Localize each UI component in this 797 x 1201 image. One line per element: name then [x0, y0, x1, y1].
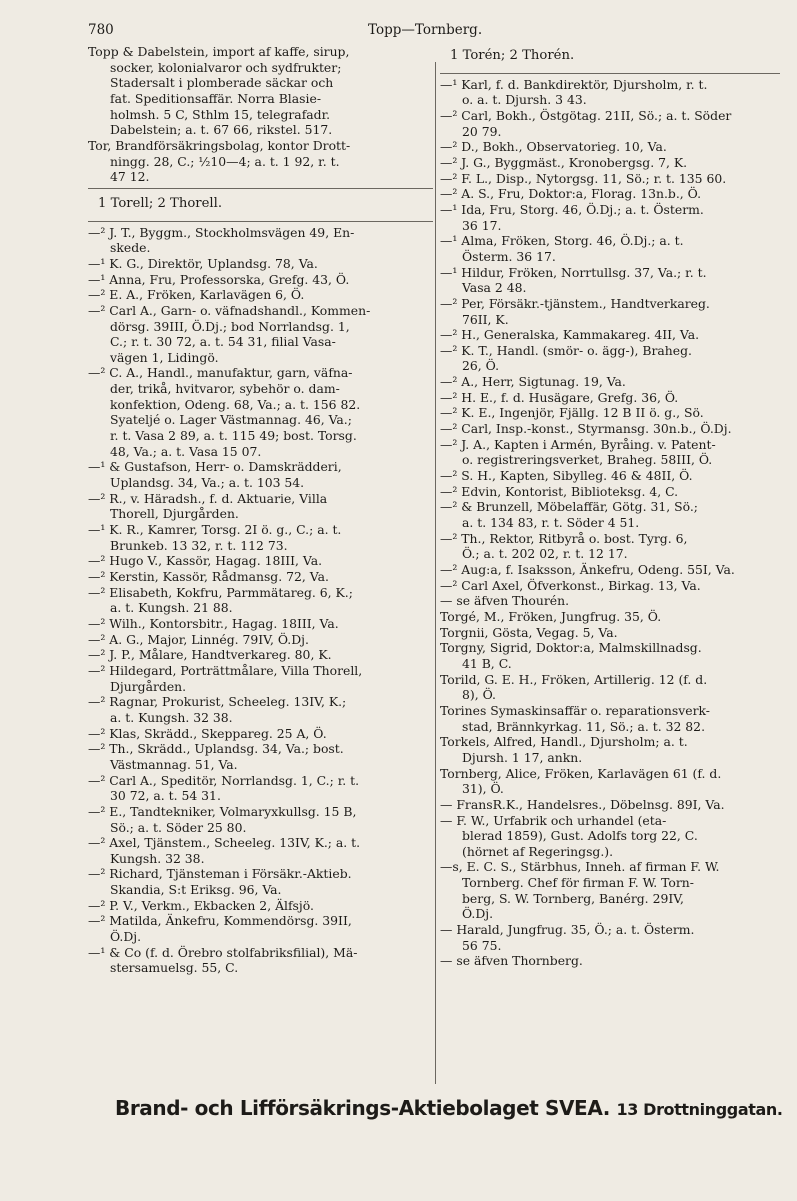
- directory-entry: [440, 186, 780, 202]
- entry-line: —² A. S., Fru, Doktor:a, Florag. 13n.b., Ö.: [440, 186, 702, 202]
- directory-entry: [88, 553, 433, 569]
- directory-entry: [440, 343, 780, 374]
- entry-line: —² Edvin, Kontorist, Biblioteksg. 4, C.: [440, 483, 679, 499]
- entry-line: —² Carl, Bokh., Östgötag. 21II, Sö.; a. t. Söder: [440, 107, 732, 123]
- entry-line: — se äfven Thourén.: [440, 593, 570, 609]
- entry-line: —² Matilda, Änkefru, Kommendörsg. 39II,: [88, 913, 352, 929]
- directory-entry: [440, 562, 780, 578]
- entry-line: —² Kerstin, Kassör, Rådmansg. 72, Va.: [88, 569, 329, 584]
- directory-entry: [88, 945, 433, 976]
- directory-entry: [88, 138, 433, 185]
- directory-entry: [88, 663, 433, 694]
- directory-entry: [88, 256, 433, 272]
- entry-line: Torkels, Alfred, Handl., Djursholm; a. t.: [440, 734, 688, 750]
- entry-continuation-line: r. t. Vasa 2 89, a. t. 115 49; bost. Torsg.: [110, 428, 357, 444]
- directory-entry: [440, 265, 780, 296]
- entry-continuation-line: der, trikå, hvitvaror, sybehör o. dam-: [110, 381, 340, 397]
- entry-continuation-line: 56 75.: [462, 937, 502, 953]
- entry-continuation-line: skede.: [110, 240, 151, 256]
- entry-continuation-line: fat. Speditionsaffär. Norra Blasie-: [110, 90, 322, 106]
- entry-line: Torgé, M., Fröken, Jungfrug. 35, Ö.: [440, 608, 662, 624]
- directory-entry: [440, 155, 780, 171]
- entry-continuation-line: 26, Ö.: [462, 358, 500, 374]
- entry-line: —² Elisabeth, Kokfru, Parmmätareg. 6, K.;: [88, 584, 353, 600]
- directory-entry: [88, 616, 433, 632]
- entry-line: —² Axel, Tjänstem., Scheeleg. 13IV, K.; a. t.: [88, 835, 361, 851]
- directory-entry: [88, 835, 433, 866]
- entry-continuation-line: Ö.Dj.: [462, 906, 494, 922]
- column-divider: [435, 62, 436, 1084]
- entry-line: — F. W., Urfabrik och urhandel (eta-: [440, 812, 667, 828]
- directory-entry: [88, 726, 433, 742]
- entry-line: —² Carl Axel, Öfverkonst., Birkag. 13, Va.: [440, 577, 701, 593]
- directory-entry: [88, 866, 433, 897]
- directory-entry: [440, 405, 780, 421]
- entry-line: —² A. G., Major, Linnég. 79IV, Ö.Dj.: [88, 631, 309, 647]
- entry-continuation-line: Skandia, S:t Eriksg. 96, Va.: [110, 882, 282, 898]
- entry-line: —² Carl A., Garn- o. väfnadshandl., Kommen-: [88, 302, 371, 318]
- entry-line: —² P. V., Verkm., Ekbacken 2, Älfsjö.: [88, 897, 314, 913]
- entry-line: — FransR.K., Handelsres., Döbelnsg. 89I, Va.: [440, 796, 725, 812]
- entry-line: Tornberg, Alice, Fröken, Karlavägen 61 (f. d.: [440, 765, 722, 781]
- entry-line: —² J. G., Byggmäst., Kronobergsg. 7, K.: [440, 154, 688, 170]
- directory-entry: [88, 522, 433, 553]
- entry-line: —² K. T., Handl. (smör- o. ägg-), Braheg.: [440, 342, 692, 358]
- entry-line: —¹ K. R., Kamrer, Torsg. 2I ö. g., C.; a. t.: [88, 522, 342, 538]
- directory-entry: [440, 499, 780, 530]
- entry-line: —² Hildegard, Porträttmålare, Villa Thorell,: [88, 662, 363, 678]
- entry-continuation-line: Thorell, Djurgården.: [110, 506, 239, 522]
- entry-continuation-line: a. t. 134 83, r. t. Söder 4 51.: [462, 515, 640, 531]
- directory-entry: [88, 303, 433, 366]
- directory-entry: [440, 859, 780, 922]
- entry-line: —² F. L., Disp., Nytorgsg. 11, Sö.; r. t. 135 60.: [440, 170, 727, 186]
- directory-entry: [88, 459, 433, 490]
- entry-continuation-line: holmsh. 5 C, Sthlm 15, telegrafadr.: [110, 106, 331, 122]
- entry-continuation-line: o. a. t. Djursh. 3 43.: [462, 92, 587, 108]
- entry-continuation-line: Kungsh. 32 38.: [110, 850, 205, 866]
- entry-line: — Harald, Jungfrug. 35, Ö.; a. t. Österm.: [440, 922, 695, 938]
- directory-entry: [440, 578, 780, 594]
- entry-continuation-line: dörsg. 39III, Ö.Dj.; bod Norrlandsg. 1,: [110, 318, 350, 334]
- advertisement-text: Brand- och Lifförsäkrings-Aktiebolaget SVEA.: [115, 1096, 610, 1120]
- entry-continuation-line: Västmannag. 51, Va.: [110, 756, 238, 772]
- section-rule: [88, 188, 433, 189]
- directory-entry: [88, 647, 433, 663]
- entry-continuation-line: C.; r. t. 30 72, a. t. 54 31, filial Vasa-: [110, 334, 336, 350]
- entry-line: —¹ & Gustafson, Herr- o. Damskrädderi,: [88, 459, 342, 475]
- directory-entry: [440, 484, 780, 500]
- entry-continuation-line: Stadersalt i plomberade säckar och: [110, 75, 334, 91]
- directory-entry: [88, 585, 433, 616]
- entry-line: —² Per, Försäkr.-tjänstem., Handtverkareg.: [440, 295, 710, 311]
- entry-continuation-line: Uplandsg. 34, Va.; a. t. 103 54.: [110, 475, 305, 491]
- entry-line: —² S. H., Kapten, Sibylleg. 46 & 48II, Ö.: [440, 468, 693, 484]
- directory-entry: [440, 703, 780, 734]
- entry-line: —² Aug:a, f. Isaksson, Änkefru, Odeng. 55I, Va.: [440, 562, 735, 577]
- directory-entry: [440, 233, 780, 264]
- entry-continuation-line: berg, S. W. Tornberg, Banérg. 29IV,: [462, 890, 684, 906]
- directory-entry: [88, 694, 433, 725]
- directory-entry: [440, 609, 780, 625]
- entry-line: Tor, Brandförsäkringsbolag, kontor Drott-: [88, 137, 351, 153]
- directory-entry: [440, 797, 780, 813]
- directory-entry: [440, 625, 780, 641]
- entry-continuation-line: ningg. 28, C.; ½10—4; a. t. 1 92, r. t.: [110, 153, 340, 169]
- directory-entry: [88, 804, 433, 835]
- directory-entry: [88, 44, 433, 138]
- entry-line: —² Carl A., Speditör, Norrlandsg. 1, C.; r. t.: [88, 772, 360, 788]
- directory-entry: [88, 365, 433, 459]
- directory-entry: [440, 108, 780, 139]
- entry-line: —² A., Herr, Sigtunag. 19, Va.: [440, 374, 626, 390]
- directory-entry: [440, 953, 780, 969]
- left-top-entries: [88, 44, 433, 185]
- entry-continuation-line: 36 17.: [462, 217, 502, 233]
- entry-continuation-line: Österm. 36 17.: [462, 248, 556, 264]
- entry-line: —¹ Ida, Fru, Storg. 46, Ö.Dj.; a. t. Österm.: [440, 201, 704, 217]
- left-entries: [88, 225, 433, 977]
- entry-line: —² K. E., Ingenjör, Fjällg. 12 B II ö. g., Sö.: [440, 405, 704, 421]
- entry-continuation-line: a. t. Kungsh. 32 38.: [110, 709, 233, 725]
- directory-entry: [440, 531, 780, 562]
- directory-entry: [440, 390, 780, 406]
- entry-continuation-line: 31), Ö.: [462, 781, 504, 797]
- entry-line: —s, E. C. S., Stärbhus, Inneh. af firman F. W.: [440, 859, 720, 875]
- directory-entry: [440, 593, 780, 609]
- entry-continuation-line: Djursh. 1 17, ankn.: [462, 749, 583, 765]
- entry-line: —² D., Bokh., Observatorieg. 10, Va.: [440, 139, 667, 155]
- directory-entry: [440, 437, 780, 468]
- directory-entry: [440, 139, 780, 155]
- entry-line: —² Carl, Insp.-konst., Styrmansg. 30n.b., Ö.Dj.: [440, 421, 732, 437]
- directory-entry: [440, 374, 780, 390]
- directory-entry: [88, 491, 433, 522]
- entry-continuation-line: 48, Va.; a. t. Vasa 15 07.: [110, 443, 262, 459]
- entry-continuation-line: (hörnet af Regeringsg.).: [462, 843, 614, 859]
- directory-entry: [88, 741, 433, 772]
- entry-line: Torild, G. E. H., Fröken, Artillerig. 12 (f. d.: [440, 671, 708, 687]
- right-entries: [440, 77, 780, 969]
- entry-continuation-line: a. t. Kungsh. 21 88.: [110, 600, 233, 616]
- entry-line: Torines Symaskinsaffär o. reparationsverk-: [440, 702, 710, 718]
- entry-line: Torgnii, Gösta, Vegag. 5, Va.: [440, 624, 618, 640]
- entry-continuation-line: 20 79.: [462, 123, 502, 139]
- entry-continuation-line: vägen 1, Lidingö.: [110, 349, 219, 365]
- entry-line: —² H. E., f. d. Husägare, Grefg. 36, Ö.: [440, 389, 679, 405]
- entry-line: —² Klas, Skrädd., Skeppareg. 25 A, Ö.: [88, 725, 327, 741]
- entry-continuation-line: Ö.; a. t. 202 02, r. t. 12 17.: [462, 546, 628, 562]
- entry-continuation-line: Djurgården.: [110, 678, 187, 694]
- entry-continuation-line: blerad 1859), Gust. Adolfs torg 22, C.: [462, 828, 698, 844]
- entry-line: —¹ Hildur, Fröken, Norrtullsg. 37, Va.; r. t.: [440, 264, 707, 280]
- directory-entry: [88, 287, 433, 303]
- entry-continuation-line: 8), Ö.: [462, 687, 496, 703]
- running-head: Topp—Tornberg.: [368, 22, 483, 38]
- entry-continuation-line: Sö.; a. t. Söder 25 80.: [110, 819, 247, 835]
- section-heading-torell: 1 Torell; 2 Thorell.: [98, 195, 223, 211]
- entry-line: —² E., Tandtekniker, Volmaryxkullsg. 15 B,: [88, 803, 357, 819]
- directory-entry: [88, 272, 433, 288]
- directory-entry: [440, 734, 780, 765]
- entry-continuation-line: Syateljé o. Lager Västmannag. 46, Va.;: [110, 412, 352, 428]
- directory-entry: [440, 468, 780, 484]
- entry-continuation-line: konfektion, Odeng. 68, Va.; a. t. 156 82.: [110, 396, 361, 412]
- entry-line: —² Th., Rektor, Ritbyrå o. bost. Tyrg. 6,: [440, 530, 688, 546]
- entry-line: —¹ Karl, f. d. Bankdirektör, Djursholm, r. t.: [440, 76, 708, 92]
- entry-line: —² C. A., Handl., manufaktur, garn, väfna-: [88, 365, 353, 381]
- entry-continuation-line: Vasa 2 48.: [462, 280, 527, 296]
- directory-entry: [440, 922, 780, 953]
- entry-line: —² Th., Skrädd., Uplandsg. 34, Va.; bost.: [88, 741, 344, 757]
- entry-continuation-line: Brunkeb. 13 32, r. t. 112 73.: [110, 537, 288, 553]
- entry-line: — se äfven Thornberg.: [440, 953, 583, 969]
- section-rule: [88, 221, 433, 222]
- directory-entry: [440, 327, 780, 343]
- left-column: [88, 44, 433, 976]
- entry-line: —² & Brunzell, Möbelaffär, Götg. 31, Sö.;: [440, 499, 698, 515]
- entry-line: —² E. A., Fröken, Karlavägen 6, Ö.: [88, 287, 305, 303]
- entry-continuation-line: Ö.Dj.: [110, 929, 142, 945]
- directory-entry: [88, 898, 433, 914]
- section-heading-toren: 1 Torén; 2 Thorén.: [450, 48, 575, 63]
- entry-line: —² J. A., Kapten i Armén, Byråing. v. Patent-: [440, 436, 716, 452]
- entry-line: —¹ Alma, Fröken, Storg. 46, Ö.Dj.; a. t.: [440, 233, 684, 249]
- entry-line: —² Wilh., Kontorsbitr., Hagag. 18III, Va.: [88, 615, 339, 631]
- directory-entry: [440, 640, 780, 671]
- entry-continuation-line: Tornberg. Chef för firman F. W. Torn-: [462, 875, 694, 891]
- entry-continuation-line: 30 72, a. t. 54 31.: [110, 788, 221, 804]
- directory-entry: [440, 813, 780, 860]
- directory-entry: [440, 296, 780, 327]
- directory-entry: [88, 773, 433, 804]
- directory-entry: [88, 913, 433, 944]
- entry-line: —¹ K. G., Direktör, Uplandsg. 78, Va.: [88, 255, 318, 271]
- entry-line: —² H., Generalska, Kammakareg. 4II, Va.: [440, 327, 700, 343]
- directory-entry: [440, 77, 780, 108]
- entry-line: —² Ragnar, Prokurist, Scheeleg. 13IV, K.;: [88, 694, 347, 710]
- entry-continuation-line: socker, kolonialvaror och sydfrukter;: [110, 59, 342, 75]
- directory-entry: [88, 225, 433, 256]
- page-header: [88, 22, 778, 44]
- entry-line: Torgny, Sigrid, Doktor:a, Malmskillnadsg.: [440, 640, 702, 656]
- entry-continuation-line: 76II, K.: [462, 311, 509, 327]
- entry-continuation-line: stersamuelsg. 55, C.: [110, 960, 239, 976]
- entry-line: —¹ & Co (f. d. Örebro stolfabriksfilial), Mä-: [88, 944, 358, 960]
- entry-line: Topp & Dabelstein, import af kaffe, sirup,: [88, 44, 350, 59]
- section-rule: [440, 73, 780, 74]
- directory-entry: [440, 672, 780, 703]
- directory-entry: [440, 202, 780, 233]
- entry-continuation-line: stad, Brännkyrkag. 11, Sö.; a. t. 32 82.: [462, 718, 706, 734]
- advertisement-address: 13 Drottninggatan.: [616, 1100, 783, 1119]
- entry-continuation-line: Dabelstein; a. t. 67 66, rikstel. 517.: [110, 122, 333, 138]
- directory-entry: [440, 421, 780, 437]
- entry-line: —² Hugo V., Kassör, Hagag. 18III, Va.: [88, 553, 323, 569]
- entry-continuation-line: 47 12.: [110, 169, 150, 185]
- entry-line: —² J. P., Målare, Handtverkareg. 80, K.: [88, 647, 332, 663]
- directory-entry: [440, 171, 780, 187]
- entry-line: —² Richard, Tjänsteman i Försäkr.-Aktieb.: [88, 866, 352, 882]
- right-column: [440, 44, 780, 969]
- directory-entry: [440, 766, 780, 797]
- entry-continuation-line: o. registreringsverket, Braheg. 58III, Ö.: [462, 452, 713, 468]
- entry-line: —² R., v. Häradsh., f. d. Aktuarie, Villa: [88, 490, 328, 506]
- entry-line: —² J. T., Byggm., Stockholmsvägen 49, En-: [88, 224, 355, 240]
- entry-continuation-line: 41 B, C.: [462, 655, 512, 671]
- directory-entry: [88, 569, 433, 585]
- page-number: 780: [88, 22, 114, 38]
- advertisement-banner: [115, 1096, 783, 1126]
- directory-entry: [88, 632, 433, 648]
- entry-line: —¹ Anna, Fru, Professorska, Grefg. 43, Ö.: [88, 271, 350, 287]
